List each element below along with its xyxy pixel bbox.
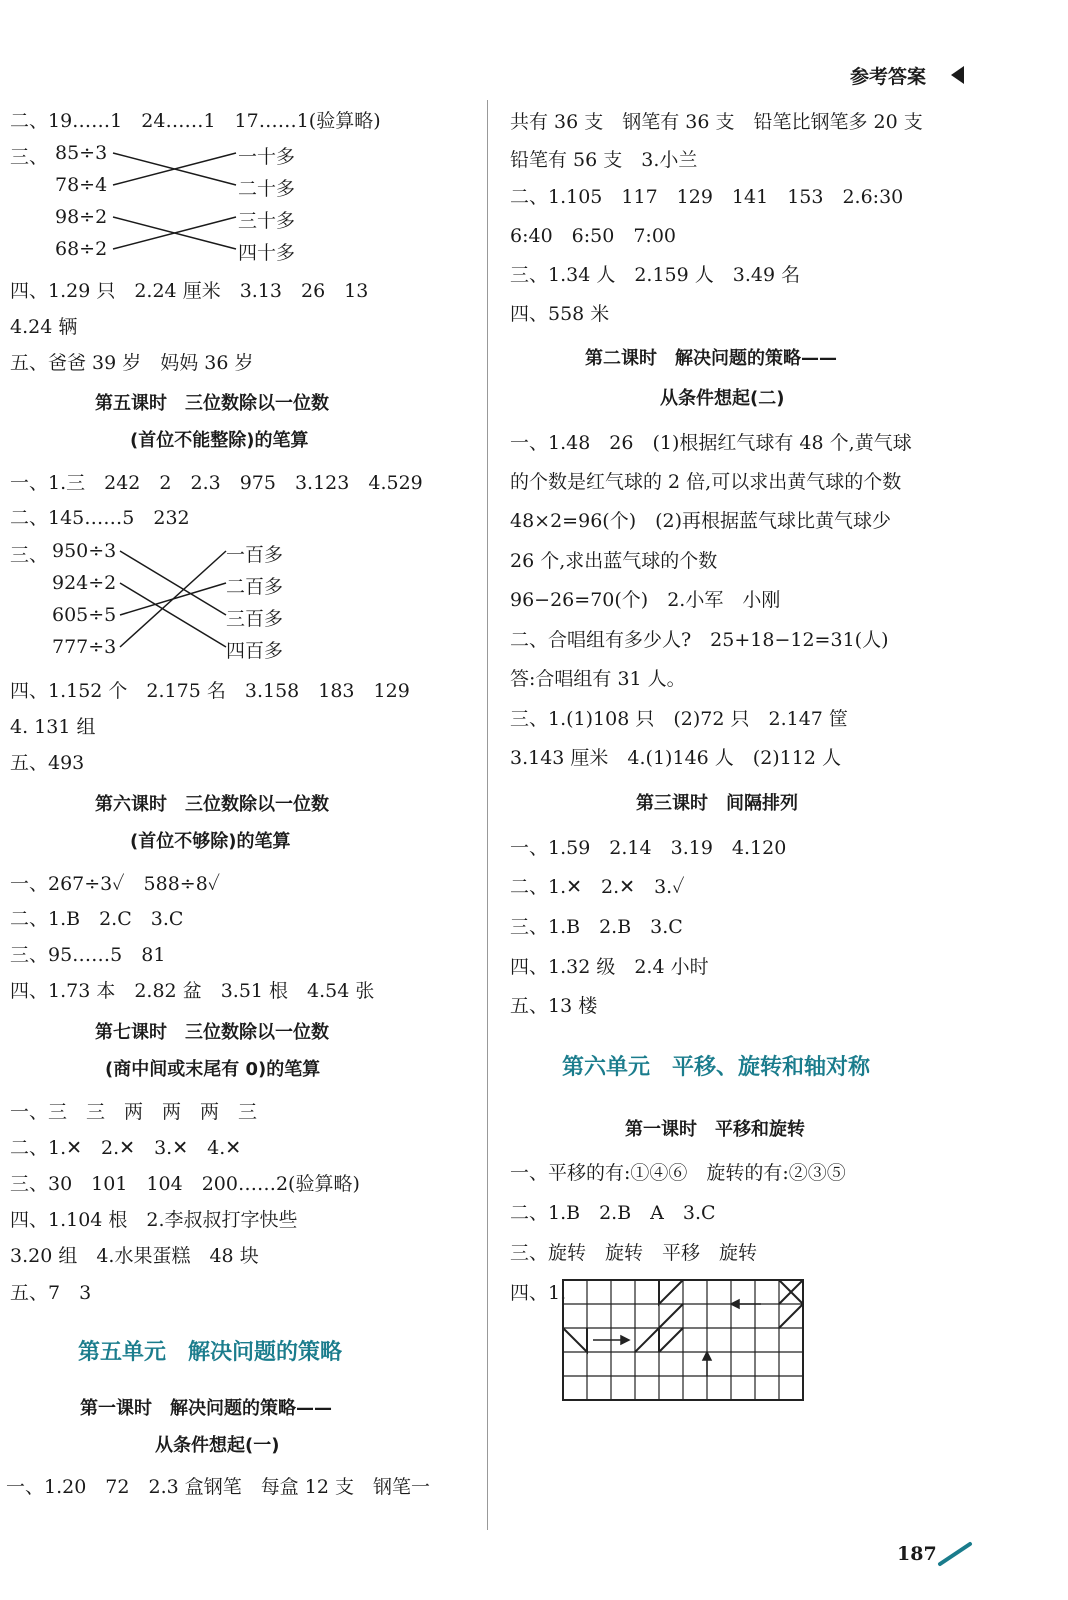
match-left-item: 777÷3 [52, 636, 117, 658]
answer-line: 四、1.73 本 2.82 盆 3.51 根 4.54 张 [10, 980, 375, 1002]
answer-line: 3.20 组 4.水果蛋糕 48 块 [10, 1245, 259, 1267]
answer-line: 五、13 楼 [510, 995, 598, 1017]
shape-top-left [659, 1280, 683, 1304]
section-subtitle: 从条件想起(二) [660, 388, 785, 409]
answer-line: 五、493 [10, 752, 85, 774]
answer-line: 4.24 辆 [10, 316, 78, 338]
grid-svg [563, 1280, 803, 1400]
answer-line: 一、1.59 2.14 3.19 4.120 [510, 837, 787, 859]
answer-line: 一、三 三 两 两 两 三 [10, 1101, 258, 1123]
arrow-up-head [703, 1352, 711, 1360]
arrow-left-head [731, 1300, 739, 1308]
shape-right-diag [779, 1304, 803, 1328]
shape-mid-diag-2 [659, 1328, 683, 1352]
match-prefix: 三、 [10, 544, 49, 566]
answer-line: 三、1.34 人 2.159 人 3.49 名 [510, 264, 801, 286]
match-left-item: 78÷4 [55, 174, 108, 196]
match-right-item: 二百多 [226, 576, 284, 598]
match-right-item: 三十多 [238, 210, 296, 232]
arrow-right-head [621, 1336, 629, 1344]
section-title: 第五课时 三位数除以一位数 [95, 393, 329, 414]
page-number: 187 [897, 1543, 937, 1565]
answer-line: 一、1.20 72 2.3 盒钢笔 每盒 12 支 钢笔一 [6, 1476, 430, 1498]
answer-line: 四、1.29 只 2.24 厘米 3.13 26 13 [10, 280, 369, 302]
section-title: 第二课时 解决问题的策略—— [585, 348, 837, 369]
section-title: 第一课时 解决问题的策略—— [80, 1398, 332, 1419]
header-arrow-icon [951, 66, 964, 84]
section-title: 第七课时 三位数除以一位数 [95, 1022, 329, 1043]
answer-line: 铅笔有 56 支 3.小兰 [510, 149, 698, 171]
unit-title: 第六单元 平移、旋转和轴对称 [562, 1054, 871, 1080]
match-right-item: 一百多 [226, 544, 284, 566]
shape-mid-diag [659, 1304, 683, 1328]
match-left-item: 85÷3 [55, 142, 108, 164]
answer-line: 三、30 101 104 200……2(验算略) [10, 1173, 360, 1195]
match-line [120, 583, 226, 647]
answer-line: 四、1.104 根 2.李叔叔打字快些 [10, 1209, 298, 1231]
section-title: 第三课时 间隔排列 [636, 793, 798, 814]
match-lines-2 [0, 0, 1, 1]
answer-line: 三、旋转 旋转 平移 旋转 [510, 1242, 758, 1264]
answer-line: 一、平移的有:①④⑥ 旋转的有:②③⑤ [510, 1162, 846, 1184]
answer-line: 3.143 厘米 4.(1)146 人 (2)112 人 [510, 747, 841, 769]
answer-line: 48×2=96(个) (2)再根据蓝气球比黄气球少 [510, 510, 892, 532]
answer-line: 一、1.48 26 (1)根据红气球有 48 个,黄气球 [510, 432, 912, 454]
section-subtitle: 从条件想起(一) [155, 1435, 280, 1456]
answer-line: 四、558 米 [510, 303, 610, 325]
grid-question-label: 四、1. [510, 1282, 567, 1304]
answer-line: 96−26=70(个) 2.小军 小刚 [510, 589, 781, 611]
answer-line: 一、1.三 242 2 2.3 975 3.123 4.529 [10, 472, 423, 494]
answer-line: 26 个,求出蓝气球的个数 [510, 550, 718, 572]
answer-line: 6:40 6:50 7:00 [510, 225, 676, 247]
section-subtitle: (首位不够除)的笔算 [130, 831, 291, 852]
unit-title: 第五单元 解决问题的策略 [78, 1339, 343, 1365]
section-title: 第六课时 三位数除以一位数 [95, 794, 329, 815]
answer-line: 四、1.32 级 2.4 小时 [510, 956, 709, 978]
match-right-item: 一十多 [238, 146, 296, 168]
section-subtitle: (商中间或末尾有 0)的笔算 [105, 1059, 321, 1080]
answer-line: 四、1.152 个 2.175 名 3.158 183 129 [10, 680, 410, 702]
match-left-item: 68÷2 [55, 238, 108, 260]
match-line [120, 551, 226, 647]
match-right-item: 四十多 [238, 242, 296, 264]
match-right-item: 三百多 [226, 608, 284, 630]
answer-line: 共有 36 支 钢笔有 36 支 铅笔比钢笔多 20 支 [510, 111, 923, 133]
answer-line: 一、267÷3✓ 588÷8✓ [10, 873, 221, 895]
pencil-icon [938, 1538, 978, 1568]
match-right-item: 四百多 [226, 640, 284, 662]
answer-line: 二、1.✕ 2.✕ 3.✓ [510, 876, 685, 898]
match-left-item: 98÷2 [55, 206, 108, 228]
match-prefix: 三、 [10, 146, 49, 168]
answer-line: 二、1.✕ 2.✕ 3.✕ 4.✕ [10, 1137, 242, 1159]
column-divider [487, 100, 488, 1530]
match-left-item: 605÷5 [52, 604, 117, 626]
shape-mid [635, 1328, 659, 1352]
answer-line: 的个数是红气球的 2 倍,可以求出黄气球的个数 [510, 471, 902, 493]
answer-line: 五、7 3 [10, 1282, 92, 1304]
answer-line: 三、1.B 2.B 3.C [510, 916, 683, 938]
shape-mid-left [563, 1328, 587, 1352]
answer-line: 五、爸爸 39 岁 妈妈 36 岁 [10, 352, 254, 374]
answer-line: 三、1.(1)108 只 (2)72 只 2.147 筐 [510, 708, 848, 730]
match-line [120, 551, 226, 615]
section-subtitle: (首位不能整除)的笔算 [130, 430, 309, 451]
answer-line: 二、19……1 24……1 17……1(验算略) [10, 110, 381, 132]
answer-line: 二、1.B 2.B A 3.C [510, 1202, 716, 1224]
answer-line: 二、1.B 2.C 3.C [10, 908, 184, 930]
answer-line: 三、95……5 81 [10, 944, 166, 966]
section-title: 第一课时 平移和旋转 [625, 1119, 805, 1140]
match-left-item: 950÷3 [52, 540, 117, 562]
header-tag: 参考答案 [850, 66, 927, 88]
match-right-item: 二十多 [238, 178, 296, 200]
answer-line: 二、1.105 117 129 141 153 2.6:30 [510, 186, 904, 208]
answer-line: 二、145……5 232 [10, 507, 190, 529]
answer-line: 4. 131 组 [10, 716, 96, 738]
match-left-item: 924÷2 [52, 572, 117, 594]
answer-line: 答:合唱组有 31 人。 [510, 668, 686, 690]
answer-line: 二、合唱组有多少人? 25+18−12=31(人) [510, 629, 889, 651]
